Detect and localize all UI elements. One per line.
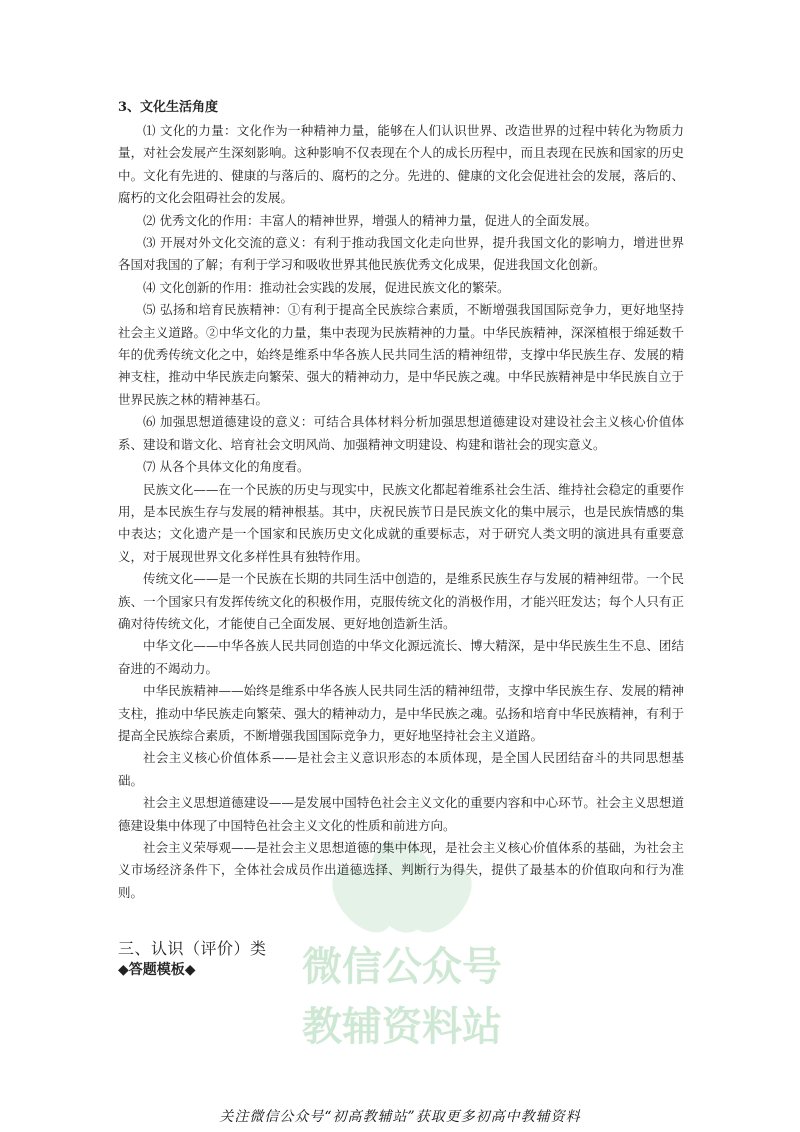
paragraph-chinese-culture: 中华文化——中华各族人民共同创造的中华文化源远流长、博大精深，是中华民族生生不息、团结奋进的不竭动力。 (118, 638, 684, 676)
paragraph-honor-disgrace: 社会主义荣辱观——是社会主义思想道德的集中体现，是社会主义核心价值体系的基础，为社会主义市场经济条件下，全体社会成员作出道德选择、判断行为得失，提供了最基本的价值取向和行为准则。 (118, 840, 684, 900)
paragraph-specific-cultures: ⑺ 从各个具体文化的角度看。 (143, 459, 310, 475)
paragraph-socialist-morality: 社会主义思想道德建设——是发展中国特色社会主义文化的重要内容和中心环节。社会主义思想道德建设集中体现了中国特色社会主义文化的性质和前进方向。 (118, 795, 684, 833)
paragraph-moral-construction: ⑹ 加强思想道德建设的意义：可结合具体材料分析加强思想道德建设对建设社会主义核心价值体系、建设和谐文化、培育社会文明风尚、加强精神文明建设、构建和谐社会的现实意义。 (118, 414, 684, 452)
footer-note: 关注微信公众号“初高教辅站”获取更多初高中教辅资料 (219, 1109, 581, 1125)
paragraph-culture-power: ⑴ 文化的力量：文化作为一种精神力量，能够在人们认识世界、改造世界的过程中转化为物质力量，对社会发展产生深刻影响。这种影响不仅表现在个人的成长历程中，而且表现在民族和国家的历史中。文化有先进的、健康的与落后的、腐朽的之分。先进的、健康的文化会促进社会的发展，落后的、腐朽的文化会阻碍社会的发展。 (118, 123, 684, 206)
document-content (118, 98, 684, 980)
paragraph-ethnic-culture: 民族文化——在一个民族的历史与现实中，民族文化都起着维系社会生活、维持社会稳定的重要作用，是本民族生存与发展的精神根基。其中，庆祝民族节日是民族文化的集中展示，也是民族情感的集中表达；文化遗产是一个国家和民族历史文化成就的重要标志，对于研究人类文明的演进具有重要意义，对于展现世界文化多样性具有独特作用。 (118, 481, 684, 564)
paragraph-national-spirit: ⑸ 弘扬和培育民族精神：①有利于提高全民族综合素质，不断增强我国国际竞争力，更好地坚持社会主义道路。②中华文化的力量，集中表现为民族精神的力量。中华民族精神，深深植根于绵延数千年的优秀传统文化之中，始终是维系中华各族人民共同生活的精神纽带，支撑中华民族生存、发展的精神支柱，推动中华民族走向繁荣、强大的精神动力，是中华民族之魂。中华民族精神是中华民族自立于世界民族之林的精神基石。 (118, 302, 684, 407)
spacer (118, 904, 684, 928)
watermark-line1: 微信公众号 (302, 944, 502, 990)
section-title: 3、文化生活角度 (118, 100, 219, 115)
paragraph-cultural-exchange: ⑶ 开展对外文化交流的意义：有利于推动我国文化走向世界，提升我国文化的影响力，增进世界各国对我国的了解；有利于学习和吸收世界其他民族优秀文化成果，促进我国文化创新。 (118, 235, 684, 273)
paragraph-excellent-culture: ⑵ 优秀文化的作用：丰富人的精神世界，增强人的精神力量，促进人的全面发展。 (143, 212, 597, 228)
paragraph-cultural-innovation: ⑷ 文化创新的作用：推动社会实践的发展，促进民族文化的繁荣。 (143, 279, 510, 295)
paragraph-traditional-culture: 传统文化——是一个民族在长期的共同生活中创造的，是维系民族生存与发展的精神纽带。一个民族、一个国家只有发挥传统文化的积极作用，克服传统文化的消极作用，才能兴旺发达；每个人只有正确对待传统文化，才能使自己全面发展、更好地创造新生活。 (118, 571, 684, 631)
watermark-line2: 教辅资料站 (302, 1004, 502, 1050)
heading-evaluation: 三、认识（评价）类 (118, 939, 267, 959)
answer-template-label: ◆答题模板◆ (118, 962, 196, 979)
paragraph-core-values: 社会主义核心价值体系——是社会主义意识形态的本质体现，是全国人民团结奋斗的共同思想基础。 (118, 750, 684, 788)
paragraph-chinese-national-spirit: 中华民族精神——始终是维系中华各族人民共同生活的精神纽带，支撑中华民族生存、发展的精神支柱，推动中华民族走向繁荣、强大的精神动力，是中华民族之魂。弘扬和培育中华民族精神，有利于提高全民族综合素质，不断增强我国国际竞争力，更好地坚持社会主义道路。 (118, 683, 684, 743)
